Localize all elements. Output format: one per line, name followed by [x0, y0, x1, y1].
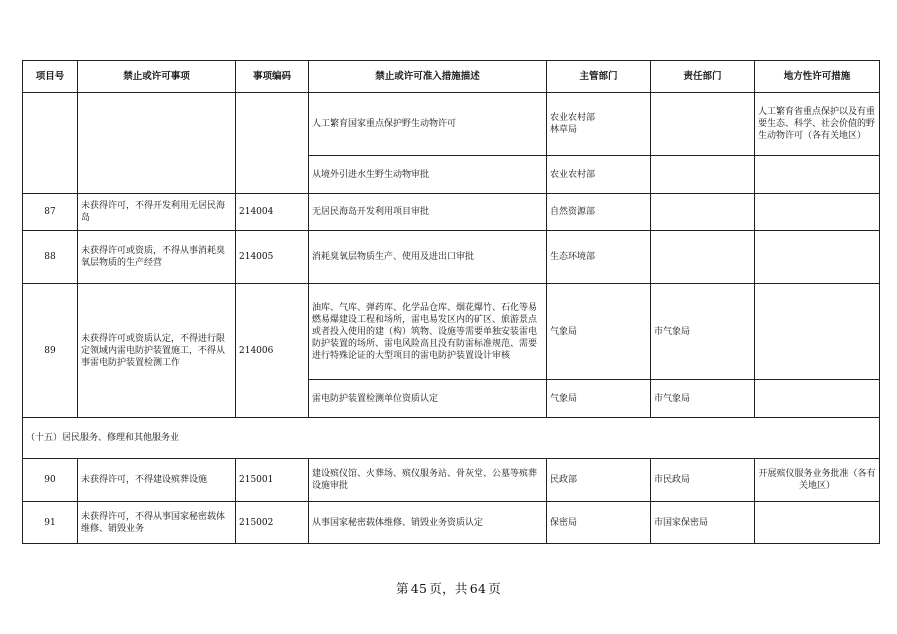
- cell-local: 人工繁育省重点保护以及有重要生态、科学、社会价值的野生动物许可（各有关地区）: [755, 93, 880, 156]
- cell-item: 未获得许可，不得开发利用无居民海岛: [78, 194, 236, 231]
- cell-item: [78, 93, 236, 194]
- cell-dept: [547, 93, 651, 156]
- header-local: 地方性许可措施: [755, 61, 880, 93]
- cell-local: [755, 380, 880, 418]
- table-row: [23, 231, 880, 284]
- cell-local: [755, 194, 880, 231]
- cell-local: [755, 231, 880, 284]
- section-row: [23, 418, 880, 459]
- header-row: [23, 61, 880, 93]
- table-row: [23, 93, 880, 156]
- cell-measure: 人工繁育国家重点保护野生动物许可: [309, 93, 547, 156]
- cell-resp: 市民政局: [651, 459, 755, 502]
- cell-code: [236, 93, 309, 194]
- header-item: 禁止或许可事项: [78, 61, 236, 93]
- cell-no: 87: [23, 194, 78, 231]
- cell-code: 215002: [236, 502, 309, 544]
- table-row: [23, 194, 880, 231]
- header-measure: 禁止或许可准入措施描述: [309, 61, 547, 93]
- footer-suffix: 页: [488, 581, 502, 596]
- cell-dept: 气象局: [547, 380, 651, 418]
- cell-resp: 市气象局: [651, 284, 755, 380]
- cell-code: 214004: [236, 194, 309, 231]
- header-dept: 主管部门: [547, 61, 651, 93]
- cell-code: 214006: [236, 284, 309, 418]
- cell-dept: 气象局: [547, 284, 651, 380]
- cell-no: 89: [23, 284, 78, 418]
- cell-item: 未获得许可或资质，不得从事消耗臭氧层物质的生产经营: [78, 231, 236, 284]
- cell-item: 未获得许可或资质认定，不得进行限定领域内雷电防护装置施工，不得从事雷电防护装置检测工作: [78, 284, 236, 418]
- cell-code: 215001: [236, 459, 309, 502]
- footer-total-pages: 64: [469, 581, 487, 596]
- dept-line: 林草局: [550, 125, 578, 135]
- permit-table: [22, 60, 880, 544]
- cell-item: 未获得许可，不得建设殡葬设施: [78, 459, 236, 502]
- footer-prefix: 第: [395, 581, 409, 596]
- cell-dept: 民政部: [547, 459, 651, 502]
- cell-local: [755, 284, 880, 380]
- cell-item: 未获得许可，不得从事国家秘密载体维修、销毁业务: [78, 502, 236, 544]
- cell-resp: [651, 194, 755, 231]
- section-title: （十五）居民服务、修理和其他服务业: [23, 418, 880, 459]
- table-row: [23, 502, 880, 544]
- cell-resp: [651, 156, 755, 194]
- cell-no: [23, 93, 78, 194]
- header-item-no: 项目号: [23, 61, 78, 93]
- cell-measure: 油库、气库、弹药库、化学品仓库、烟花爆竹、石化等易燃易爆建设工程和场所，雷电易发区内的矿区、旅游景点或者投入使用的建（构）筑物、设施等需要单独安装雷电防护装置的场所、雷电风险高且没有防雷标准规范、需要进行特殊论证的大型项目的雷电防护装置设计审核: [309, 284, 547, 380]
- cell-measure: 建设殡仪馆、火葬场、殡仪服务站、骨灰堂、公墓等殡葬设施审批: [309, 459, 547, 502]
- cell-resp: [651, 231, 755, 284]
- cell-code: 214005: [236, 231, 309, 284]
- cell-local: 开展殡仪服务业务批准（各有关地区）: [755, 459, 880, 502]
- cell-no: 90: [23, 459, 78, 502]
- header-resp: 责任部门: [651, 61, 755, 93]
- cell-measure: 从境外引进水生野生动物审批: [309, 156, 547, 194]
- cell-measure: 无居民海岛开发利用项目审批: [309, 194, 547, 231]
- cell-measure: 从事国家秘密载体维修、销毁业务资质认定: [309, 502, 547, 544]
- page-footer: [0, 579, 897, 597]
- table-row: [23, 459, 880, 502]
- cell-no: 91: [23, 502, 78, 544]
- dept-line: 农业农村部: [550, 113, 596, 123]
- cell-measure: 雷电防护装置检测单位资质认定: [309, 380, 547, 418]
- table-row: [23, 284, 880, 380]
- cell-resp: 市国家保密局: [651, 502, 755, 544]
- cell-dept: 农业农村部: [547, 156, 651, 194]
- footer-mid: 页，共: [429, 581, 468, 596]
- cell-dept: 生态环境部: [547, 231, 651, 284]
- header-code: 事项编码: [236, 61, 309, 93]
- footer-page-number: 45: [410, 581, 428, 596]
- cell-local: [755, 156, 880, 194]
- cell-resp: [651, 93, 755, 156]
- cell-measure: 消耗臭氧层物质生产、使用及进出口审批: [309, 231, 547, 284]
- cell-resp: 市气象局: [651, 380, 755, 418]
- cell-dept: 保密局: [547, 502, 651, 544]
- cell-no: 88: [23, 231, 78, 284]
- cell-local: [755, 502, 880, 544]
- cell-dept: 自然资源部: [547, 194, 651, 231]
